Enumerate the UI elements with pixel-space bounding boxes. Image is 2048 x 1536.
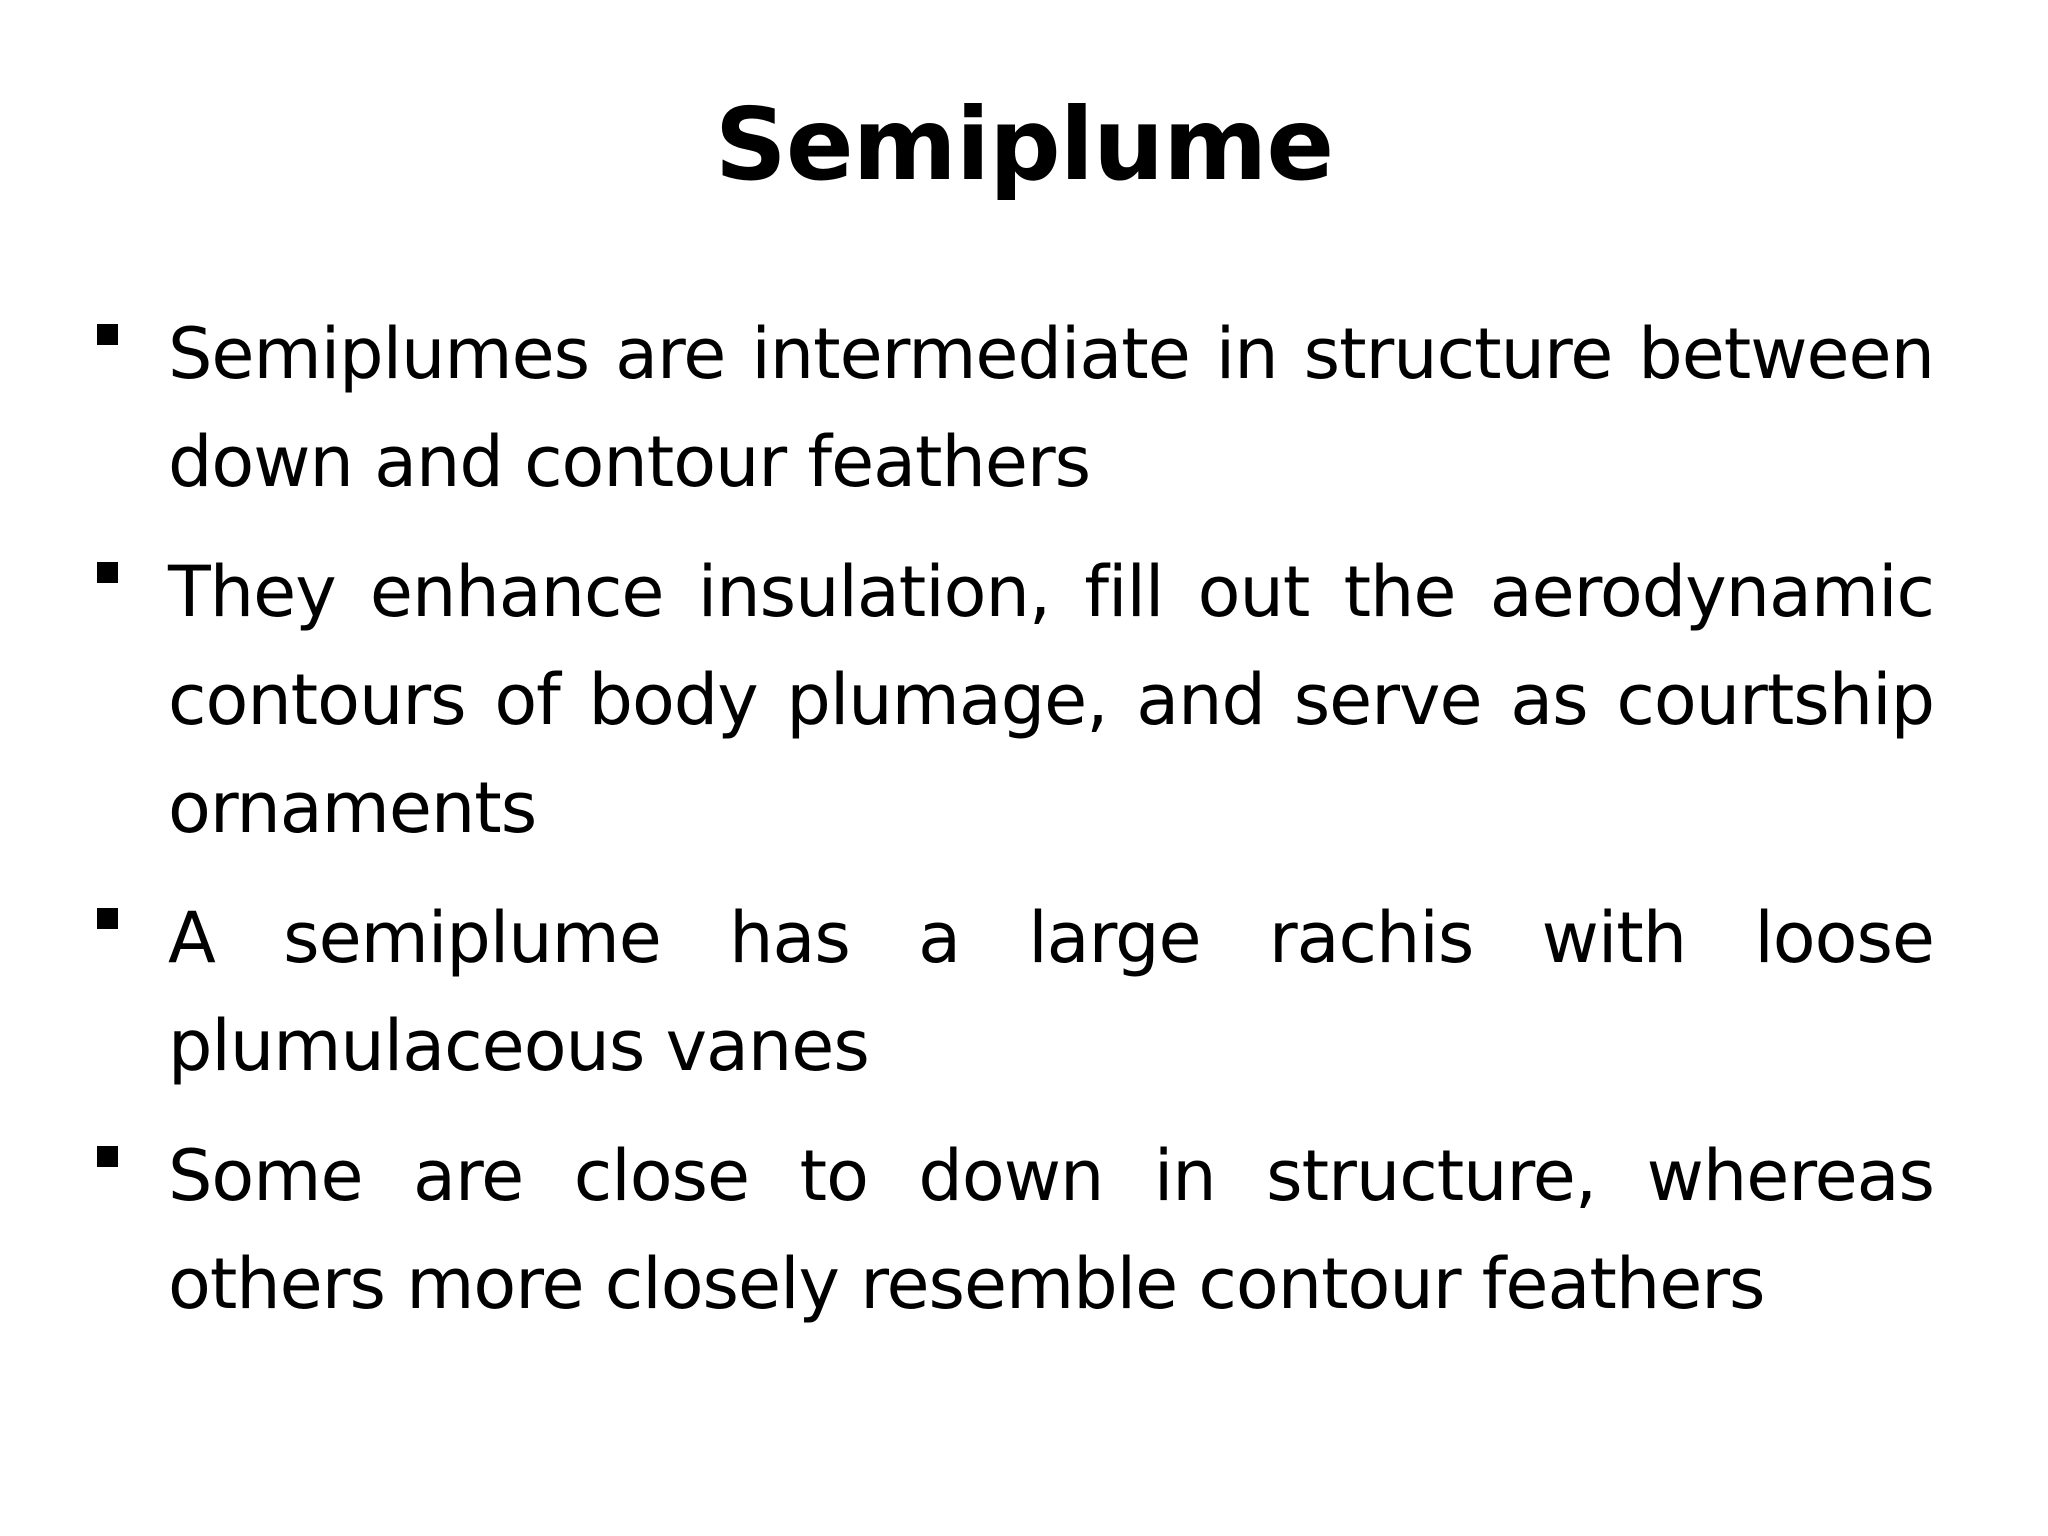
slide-title: Semiplume: [714, 86, 1334, 203]
bullet-list: [92, 300, 1934, 1360]
bullet-item: [92, 1122, 1934, 1338]
bullet-text: Semiplumes are intermediate in structure between down and contour feathers: [168, 313, 1934, 503]
bullet-item: [92, 538, 1934, 862]
bullet-item: [92, 884, 1934, 1100]
bullet-text: Some are close to down in structure, whereas others more closely resemble contour feathers: [168, 1135, 1934, 1325]
square-bullet-icon: [97, 1146, 118, 1167]
bullet-text: They enhance insulation, fill out the aerodynamic contours of body plumage, and serve as courtship ornaments: [168, 551, 1934, 849]
square-bullet-icon: [97, 908, 118, 929]
square-bullet-icon: [97, 324, 118, 345]
bullet-text: A semiplume has a large rachis with loose plumulaceous vanes: [168, 897, 1934, 1087]
square-bullet-icon: [97, 562, 118, 583]
bullet-item: [92, 300, 1934, 516]
